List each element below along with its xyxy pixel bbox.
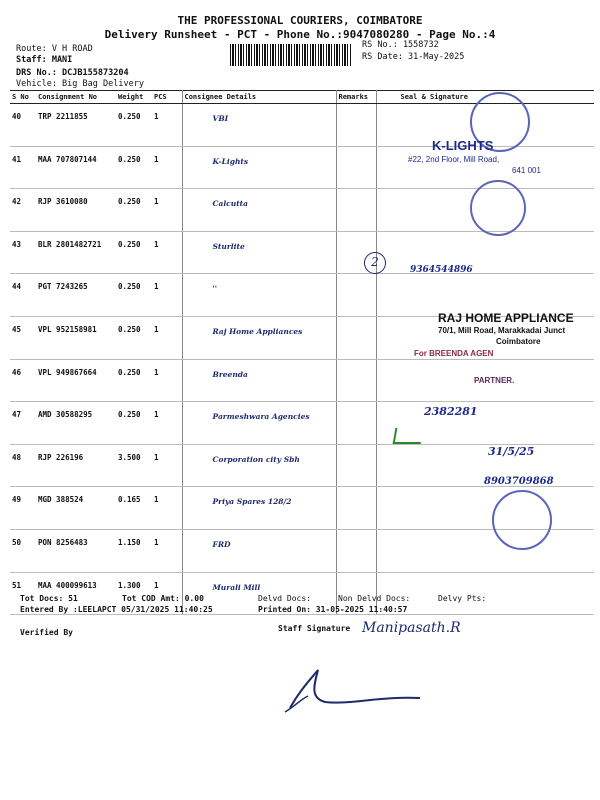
green-signature-mark [393, 428, 424, 444]
large-signature-scribble [270, 660, 430, 720]
raj-stamp-address: 70/1, Mill Road, Marakkadai Junct [438, 326, 566, 335]
row49-signature-phone: 8903709868 [484, 476, 554, 487]
header-weight: Weight [116, 91, 152, 104]
cell-weight: 0.250 [116, 274, 152, 317]
raj-stamp-city: Coimbatore [496, 337, 541, 346]
delivery-points: Delvy Pts: [438, 594, 487, 603]
cell-pcs: 1 [152, 146, 182, 189]
table-row [10, 402, 594, 445]
non-delivered-docs: Non Delvd Docs: [338, 594, 411, 603]
cell-consignment: MAA 707807144 [36, 146, 116, 189]
cell-consignee: Calcutta [182, 189, 336, 232]
cell-pcs: 1 [152, 487, 182, 530]
raj-stamp-name: RAJ HOME APPLIANCE [438, 311, 574, 325]
cell-remarks [336, 487, 376, 530]
runsheet-subtitle: Delivery Runsheet - PCT - Phone No.:9047080280 - Page No.:4 [104, 28, 496, 41]
vehicle-label: Vehicle: Big Bag Delivery [16, 79, 144, 89]
cell-seal [376, 529, 594, 572]
cell-weight: 0.250 [116, 402, 152, 445]
cell-seal [376, 487, 594, 530]
cell-weight: 0.250 [116, 189, 152, 232]
cell-consignee: Breenda [182, 359, 336, 402]
entered-by: Entered By :LEELAPCT 05/31/2025 11:40:25 [20, 605, 213, 614]
company-title: THE PROFESSIONAL COURIERS, COIMBATORE [177, 14, 423, 27]
cell-consignment: AMD 30588295 [36, 402, 116, 445]
cell-remarks [336, 529, 376, 572]
cell-weight: 1.300 [116, 572, 152, 615]
cell-remarks [336, 316, 376, 359]
cell-sno: 50 [10, 529, 36, 572]
header-pcs: PCS [152, 91, 182, 104]
row48-signature-date: 31/5/25 [488, 445, 535, 458]
cell-consignment: MAA 400099613 [36, 572, 116, 615]
cell-weight: 1.150 [116, 529, 152, 572]
cell-sno: 47 [10, 402, 36, 445]
verified-by-label: Verified By [20, 628, 73, 637]
cell-weight: 0.250 [116, 359, 152, 402]
rs-date: RS Date: 31-May-2025 [362, 52, 465, 62]
cell-sno: 40 [10, 104, 36, 147]
cell-sno: 42 [10, 189, 36, 232]
cell-sno: 45 [10, 316, 36, 359]
cell-weight: 0.250 [116, 316, 152, 359]
cell-weight: 0.165 [116, 487, 152, 530]
staff-signature-label: Staff Signature [278, 624, 351, 633]
cell-sno: 44 [10, 274, 36, 317]
partner-stamp: PARTNER. [474, 376, 515, 385]
cell-sno: 41 [10, 146, 36, 189]
round-seal-stamp-2 [470, 180, 526, 236]
cell-consignment: PGT 7243265 [36, 274, 116, 317]
cell-consignee: Murali Mill [182, 572, 336, 615]
staff-signature-handwriting: Manipasath.R [362, 620, 461, 636]
cell-sno: 43 [10, 231, 36, 274]
barcode [230, 44, 352, 66]
cell-remarks [336, 274, 376, 317]
rs-number: RS No.: 1558732 [362, 40, 439, 50]
cell-pcs: 1 [152, 529, 182, 572]
cell-pcs: 1 [152, 189, 182, 232]
cell-remarks [336, 444, 376, 487]
cell-consignee: Parmeshwara Agencies [182, 402, 336, 445]
cell-consignment: RJP 3610080 [36, 189, 116, 232]
cell-consignee: VBI [182, 104, 336, 147]
cell-pcs: 1 [152, 231, 182, 274]
row44-signature-number: 9364544896 [410, 265, 473, 275]
cell-consignee: Priya Spares 128/2 [182, 487, 336, 530]
header-consignee: Consignee Details [182, 91, 336, 104]
cell-consignee: Raj Home Appliances [182, 316, 336, 359]
cell-pcs: 1 [152, 444, 182, 487]
remark-circled-number: 2 [364, 252, 386, 274]
cell-pcs: 1 [152, 316, 182, 359]
cell-pcs: 1 [152, 274, 182, 317]
header-consignment: Consignment No [36, 91, 116, 104]
cell-sno: 48 [10, 444, 36, 487]
round-seal-stamp-3 [492, 490, 552, 550]
cell-sno: 51 [10, 572, 36, 615]
cell-consignment: BLR 2801482721 [36, 231, 116, 274]
cell-consignee: '' [182, 274, 336, 317]
klights-stamp-address: #22, 2nd Floor, Mill Road, [408, 155, 500, 164]
cell-sno: 49 [10, 487, 36, 530]
cell-consignment: RJP 226196 [36, 444, 116, 487]
klights-stamp-phone: 641 001 [512, 166, 541, 175]
header-remarks: Remarks [336, 91, 376, 104]
cell-consignee: Sturlite [182, 231, 336, 274]
cell-sno: 46 [10, 359, 36, 402]
printed-on: Printed On: 31-05-2025 11:40:57 [258, 605, 408, 614]
cell-weight: 0.250 [116, 146, 152, 189]
cell-consignee: Corporation city Sbh [182, 444, 336, 487]
total-docs: Tot Docs: 51 [20, 594, 78, 603]
cell-pcs: 1 [152, 402, 182, 445]
cell-remarks [336, 104, 376, 147]
staff-label: Staff: MANI [16, 55, 73, 65]
delivered-docs: Delvd Docs: [258, 594, 311, 603]
cell-weight: 0.250 [116, 104, 152, 147]
breenda-stamp: For BREENDA AGEN [414, 349, 494, 358]
cell-consignee: K-Lights [182, 146, 336, 189]
total-cod-amount: Tot COD Amt: 0.00 [122, 594, 204, 603]
cell-pcs: 1 [152, 359, 182, 402]
row47-signature-number: 2382281 [424, 405, 478, 418]
klights-stamp-name: K-LIGHTS [432, 138, 494, 153]
cell-remarks [336, 146, 376, 189]
cell-remarks [336, 189, 376, 232]
cell-remarks [336, 402, 376, 445]
cell-remarks [336, 359, 376, 402]
cell-consignment: VPL 949867664 [36, 359, 116, 402]
cell-consignee: FRD [182, 529, 336, 572]
header-sno: S No [10, 91, 36, 104]
cell-weight: 3.500 [116, 444, 152, 487]
cell-seal [376, 231, 594, 274]
header-seal: Seal & Signature [376, 91, 594, 104]
cell-pcs: 1 [152, 104, 182, 147]
drs-number: DRS No.: DCJB155873204 [16, 68, 129, 78]
table-row [10, 231, 594, 274]
cell-pcs: 1 [152, 572, 182, 615]
cell-consignment: PON 8256483 [36, 529, 116, 572]
route-label: Route: V H ROAD [16, 44, 93, 54]
cell-weight: 0.250 [116, 231, 152, 274]
cell-consignment: TRP 2211855 [36, 104, 116, 147]
cell-consignment: MGD 388524 [36, 487, 116, 530]
cell-consignment: VPL 952158981 [36, 316, 116, 359]
